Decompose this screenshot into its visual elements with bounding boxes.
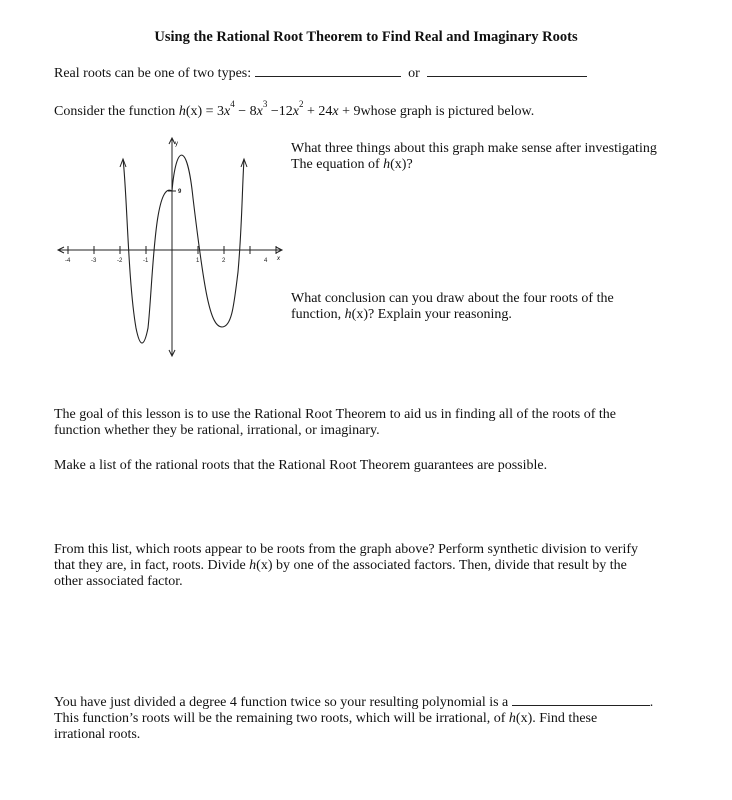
question-1-line-1: What three things about this graph make sense after investigating [291, 141, 657, 156]
equation-var: x [256, 104, 263, 119]
consider-suffix: whose graph is pictured below. [360, 104, 535, 119]
divided-line-2-prefix: This function’s roots will be the remaining two roots, which will be irrational, of [54, 711, 509, 726]
function-graph [54, 132, 286, 364]
q2-suffix: ? Explain your reasoning. [367, 307, 512, 322]
q1-var: (x) [390, 157, 407, 172]
equation-exponent: 2 [299, 99, 304, 110]
y-axis-label: y [175, 141, 178, 147]
func-var: (x) [185, 104, 203, 119]
from-list-var: (x) [256, 558, 273, 573]
consider-prefix: Consider the function [54, 104, 179, 119]
equation-exponent: 3 [262, 99, 268, 110]
equation-var: x [224, 104, 231, 119]
x-tick-label: 1 [196, 258, 200, 264]
divided-period: . [649, 695, 654, 710]
real-roots-line [54, 64, 587, 82]
x-tick-label: -2 [117, 258, 123, 264]
make-list-prompt: Make a list of the rational roots that the Rational Root Theorem guarantees are possible. [54, 458, 548, 473]
question-2-line-2 [291, 307, 711, 323]
divided-paragraph [54, 693, 714, 743]
divided-line-2 [54, 711, 714, 727]
from-list-func: h [249, 558, 257, 573]
divided-var: (x) [515, 711, 533, 726]
equation-var: x [292, 104, 300, 119]
divided-line-3: irrational roots. [54, 727, 141, 742]
from-list-line-1: From this list, which roots appear to be roots from the graph above? Perform synthetic division to verify [54, 542, 638, 557]
from-list-line-2 [54, 558, 714, 574]
divided-func: h [508, 711, 516, 726]
equation-exponent: 4 [230, 99, 235, 110]
function-curve [123, 155, 244, 343]
equation-term: −12 [267, 104, 293, 119]
real-roots-or: or [408, 66, 420, 81]
divided-line-1 [54, 693, 714, 711]
func-name: h [178, 104, 186, 119]
q1-func: h [383, 157, 391, 172]
divided-prefix: You have just divided a degree 4 function twice so your resulting polynomial is a [54, 695, 512, 710]
q2-var: (x) [351, 307, 368, 322]
real-roots-blank-1[interactable] [255, 64, 401, 77]
y-intercept-label: 9 [178, 189, 182, 195]
equation-term: + 24 [303, 104, 333, 119]
q2-func: h [344, 307, 352, 322]
x-axis-label: x [277, 256, 280, 262]
real-roots-prompt: Real roots can be one of two types: [54, 66, 255, 81]
consider-function-line [54, 99, 535, 120]
real-roots-blank-2[interactable] [427, 64, 587, 77]
polynomial-type-blank[interactable] [512, 693, 650, 706]
x-tick-label: -1 [143, 258, 149, 264]
question-1-line-2 [291, 157, 711, 173]
equation-term: − 8 [234, 104, 257, 119]
equation-term: + 9 [338, 104, 361, 119]
goal-line-1: The goal of this lesson is to use the Rational Root Theorem to aid us in finding all of the roots of the [54, 407, 616, 422]
question-four-roots [291, 291, 711, 323]
x-tick-label: -4 [65, 258, 71, 264]
from-list-line-3: other associated factor. [54, 574, 183, 589]
q2-prefix: function, [291, 307, 345, 322]
goal-paragraph [54, 407, 694, 439]
x-tick-label: 4 [264, 258, 268, 264]
divided-line-2-suffix: . Find these [532, 711, 598, 726]
x-tick-label: 2 [222, 258, 226, 264]
q1-prefix: The equation of [291, 157, 384, 172]
from-list-paragraph [54, 542, 714, 590]
equation-term: = 3 [202, 104, 225, 119]
x-tick-label: -3 [91, 258, 97, 264]
goal-line-2: function whether they be rational, irrational, or imaginary. [54, 423, 380, 438]
from-list-prefix: that they are, in fact, roots. Divide [54, 558, 250, 573]
question-graph-sense [291, 141, 711, 173]
equation-var: x [332, 104, 339, 119]
q1-suffix: ? [406, 157, 413, 172]
from-list-suffix: by one of the associated factors. Then, divide that result by the [272, 558, 627, 573]
page-title: Using the Rational Root Theorem to Find Real and Imaginary Roots [154, 29, 578, 45]
question-2-line-1: What conclusion can you draw about the four roots of the [291, 291, 614, 306]
